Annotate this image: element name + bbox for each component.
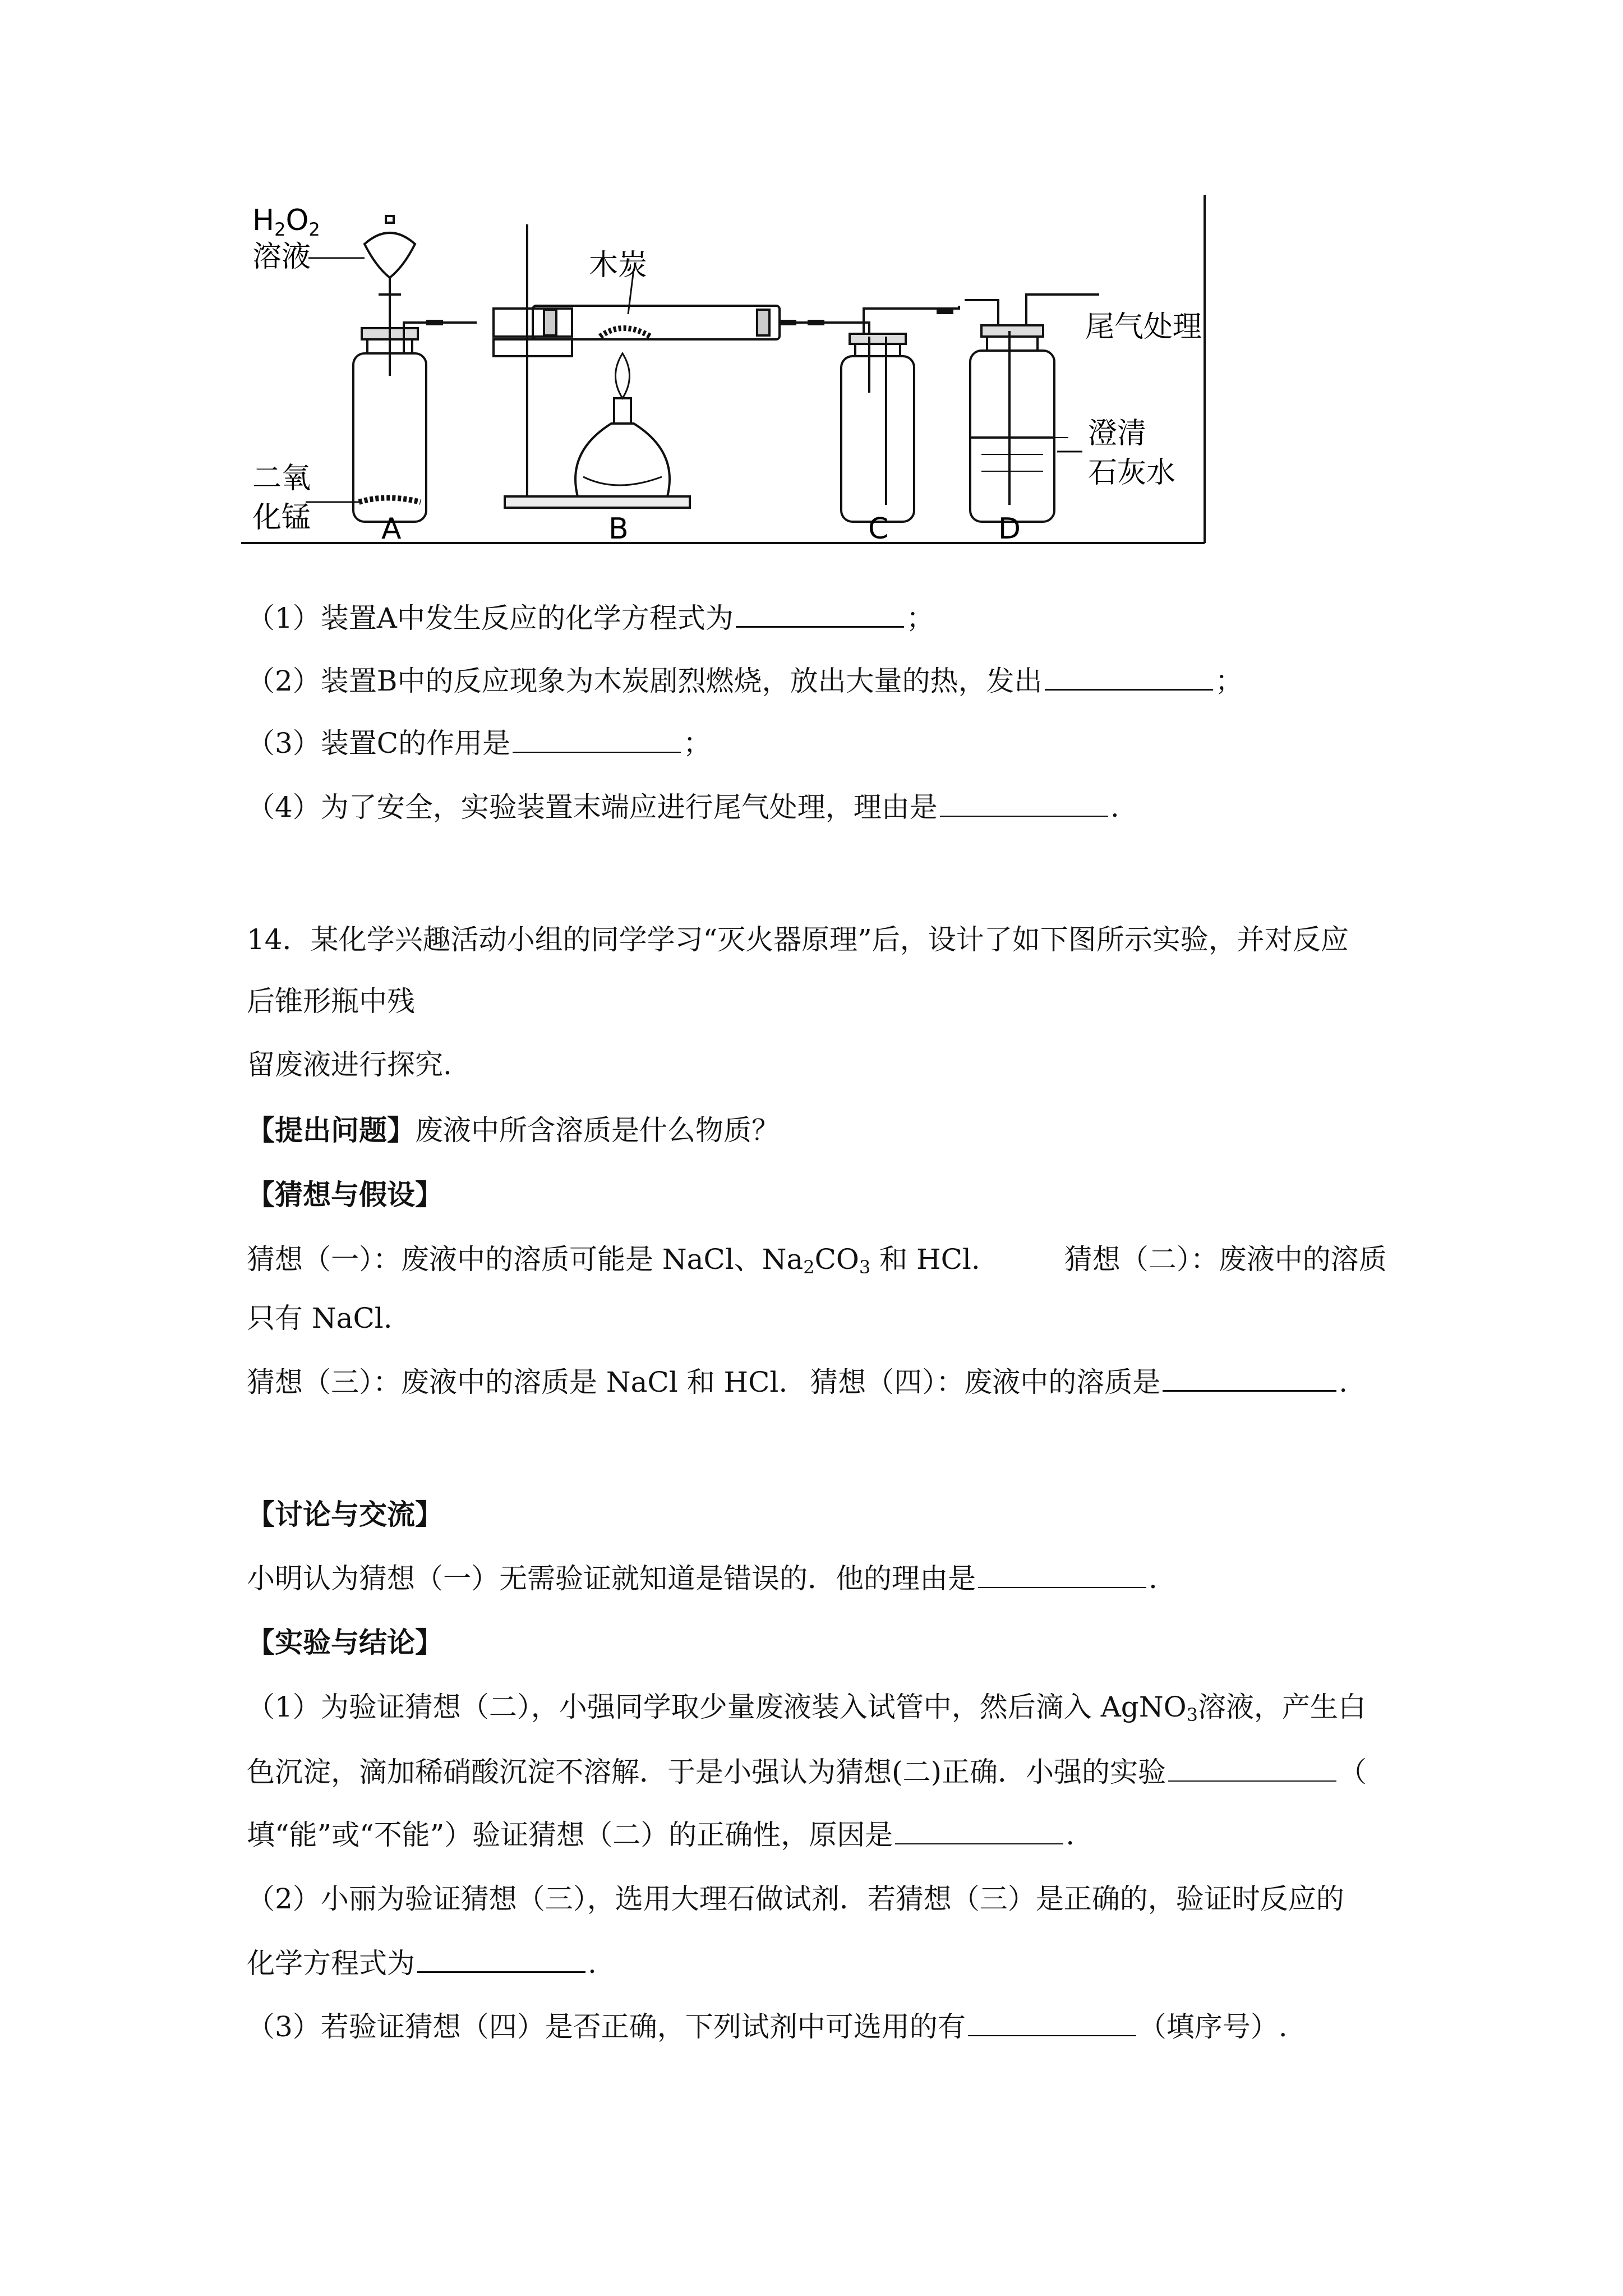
flask-a — [353, 216, 477, 522]
tail-gas-label: 尾气处理 — [1085, 310, 1202, 344]
limewater-label-1: 澄清 — [1088, 417, 1147, 450]
experiment-3: （3）若验证猜想（四）是否正确，下列试剂中可选用的有 （填序号）. — [247, 2010, 1288, 2043]
experiment-1-line3: 填“能”或“不能”）验证猜想（二）的正确性，原因是 . — [247, 1819, 1075, 1851]
ask-heading: 【提出问题】 — [247, 1114, 415, 1147]
q13-part2: （2）装置B中的反应现象为木炭剧烈燃烧，放出大量的热，发出 ； — [247, 663, 1243, 698]
bottle-c — [841, 306, 959, 522]
charcoal-label: 木炭 — [589, 249, 648, 282]
answer-blank[interactable] — [736, 600, 904, 628]
discussion-heading: 【讨论与交流】 — [247, 1498, 443, 1531]
apparatus-figure — [241, 191, 1217, 550]
mno2-label-1: 二氧 — [252, 462, 311, 495]
experiment-2-line1: （2）小丽为验证猜想（三），选用大理石做试剂．若猜想（三）是正确的，验证时反应的 — [247, 1883, 1344, 1915]
solution-label: 溶液 — [252, 240, 311, 274]
label-a: A — [381, 512, 402, 546]
answer-blank[interactable] — [1163, 1364, 1336, 1392]
experiment-2-line2: 化学方程式为 . — [247, 1945, 597, 1980]
answer-blank[interactable] — [895, 1818, 1063, 1844]
h2o2-label: H2O2 — [252, 204, 320, 240]
hypothesis-3-4: 猜想（三）：废液中的溶质是 NaCl 和 HCl. 猜想（四）：废液中的溶质是 . — [247, 1364, 1348, 1399]
hypothesis-heading: 【猜想与假设】 — [247, 1178, 443, 1211]
q13-part1: （1）装置A中发生反应的化学方程式为 ； — [247, 600, 934, 635]
experiment-1-line2: 色沉淀，滴加稀硝酸沉淀不溶解．于是小强认为猜想(二)正确．小强的实验 （ — [247, 1756, 1367, 1788]
combustion-tube-b — [494, 224, 886, 508]
label-b: B — [608, 512, 629, 546]
answer-blank[interactable] — [513, 726, 681, 753]
hypothesis-1-2: 猜想（一）：废液中的溶质可能是 NaCl、$Na_2CO_3$ 和 HCl. 猜想（二）：废液中的溶质 — [247, 1243, 1387, 1278]
answer-blank[interactable] — [1168, 1755, 1336, 1782]
answer-blank[interactable] — [1045, 663, 1213, 691]
q14-intro-line3: 留废液进行探究. — [247, 1048, 452, 1081]
discussion-text: 小明认为猜想（一）无需验证就知道是错误的．他的理由是 . — [247, 1562, 1158, 1595]
label-d: D — [998, 512, 1021, 546]
answer-blank[interactable] — [968, 2009, 1136, 2036]
label-c: C — [868, 512, 889, 546]
q13-part4: （4）为了安全，实验装置末端应进行尾气处理，理由是 . — [247, 791, 1119, 823]
mno2-label-2: 化锰 — [252, 501, 311, 535]
answer-blank[interactable] — [417, 1945, 585, 1973]
bottle-d — [965, 295, 1099, 522]
experiment-heading: 【实验与结论】 — [247, 1626, 443, 1659]
q14-intro-line1: 14．某化学兴趣活动小组的同学学习“灭火器原理”后，设计了如下图所示实验，并对反应 — [247, 923, 1349, 956]
ask-section: 【提出问题】废液中所含溶质是什么物质？ — [247, 1114, 780, 1147]
answer-blank[interactable] — [940, 790, 1108, 817]
limewater-label-2: 石灰水 — [1088, 456, 1176, 490]
q14-intro-line2: 后锥形瓶中残 — [247, 985, 415, 1018]
q13-part3: （3）装置C的作用是 ； — [247, 727, 712, 760]
hypothesis-2-cont: 只有 NaCl. — [247, 1302, 393, 1335]
experiment-1-line1: （1）为验证猜想（二），小强同学取少量废液装入试管中，然后滴入 AgNO$_3$溶液，产生白 — [247, 1691, 1366, 1726]
answer-blank[interactable] — [978, 1561, 1146, 1588]
